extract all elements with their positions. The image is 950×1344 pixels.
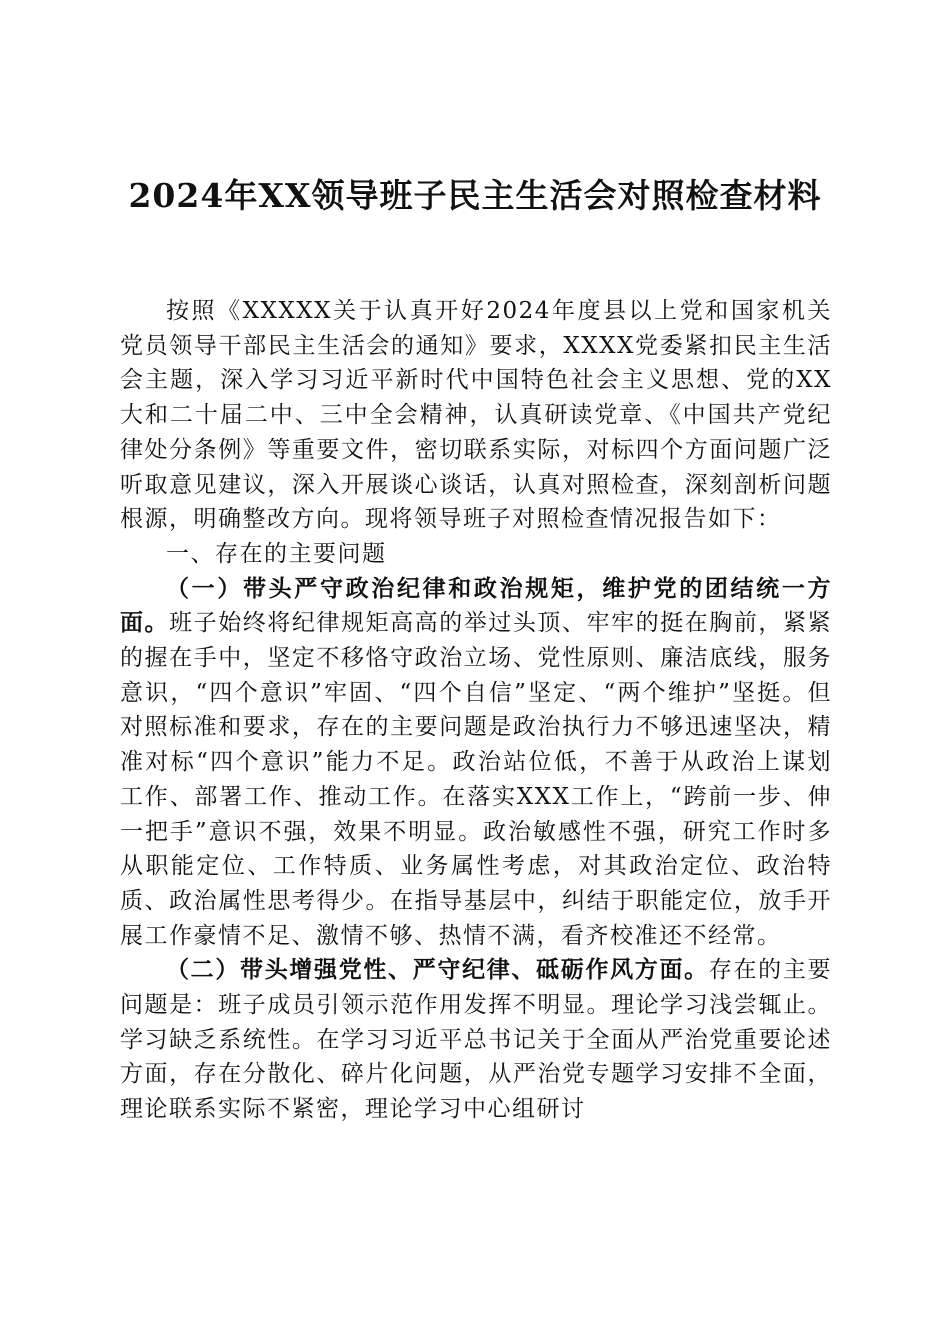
document-body [120, 294, 832, 1127]
item-2-body: 存在的主要问题是：班子成员引领示范作用发挥不明显。理论学习浅尝辄止。学习缺乏系统性。在学习习近平总书记关于全面从严治党重要论述方面，存在分散化、碎片化问题，从严治党专题学习安排不全面，理论联系实际不紧密，理论学习中心组研讨 [120, 957, 833, 1123]
intro-paragraph: 按照《XXXXX关于认真开好2024年度县以上党和国家机关党员领导干部民主生活会的通知》要求，XXXX党委紧扣民主生活会主题，深入学习习近平新时代中国特色社会主义思想、党的XX大和二十届二中、三中全会精神，认真研读党章、《中国共产党纪律处分条例》等重要文件，密切联系实际，对标四个方面问题广泛听取意见建议，深入开展谈心谈话，认真对照检查，深刻剖析问题根源，明确整改方向。现将领导班子对照检查情况报告如下： [120, 298, 832, 533]
item-2-heading: （二）带头增强党性、严守纪律、砥砺作风方面。 [166, 956, 709, 984]
section-heading-problems: 一、存在的主要问题 [166, 540, 387, 567]
item-2-paragraph [120, 953, 832, 1127]
item-1-heading: （一）带头严守政治纪律和政治规矩，维护党的团结统一方面。 [120, 574, 832, 637]
item-1-paragraph [120, 572, 832, 954]
document-title: 2024年XX领导班子民主生活会对照检查材料 [128, 176, 822, 215]
item-1-body: 班子始终将纪律规矩高高的举过头顶、牢牢的挺在胸前，紧紧的握在手中，坚定不移恪守政治立场、党性原则、廉洁底线，服务意识，“四个意识”牢固、“四个自信”坚定、“两个维护”坚挺。但对照标准和要求，存在的主要问题是政治执行力不够迅速坚决，精准对标“四个意识”能力不足。政治站位低，不善于从政治上谋划工作、部署工作、推动工作。在落实XXX工作上，“跨前一步、伸一把手”意识不强，效果不明显。政治敏感性不强，研究工作时多从职能定位、工作特质、业务属性考虑，对其政治定位、政治特质、政治属性思考得少。在指导基层中，纠结于职能定位，放手开展工作豪情不足、激情不够、热情不满，看齐校准还不经常。 [120, 610, 833, 949]
